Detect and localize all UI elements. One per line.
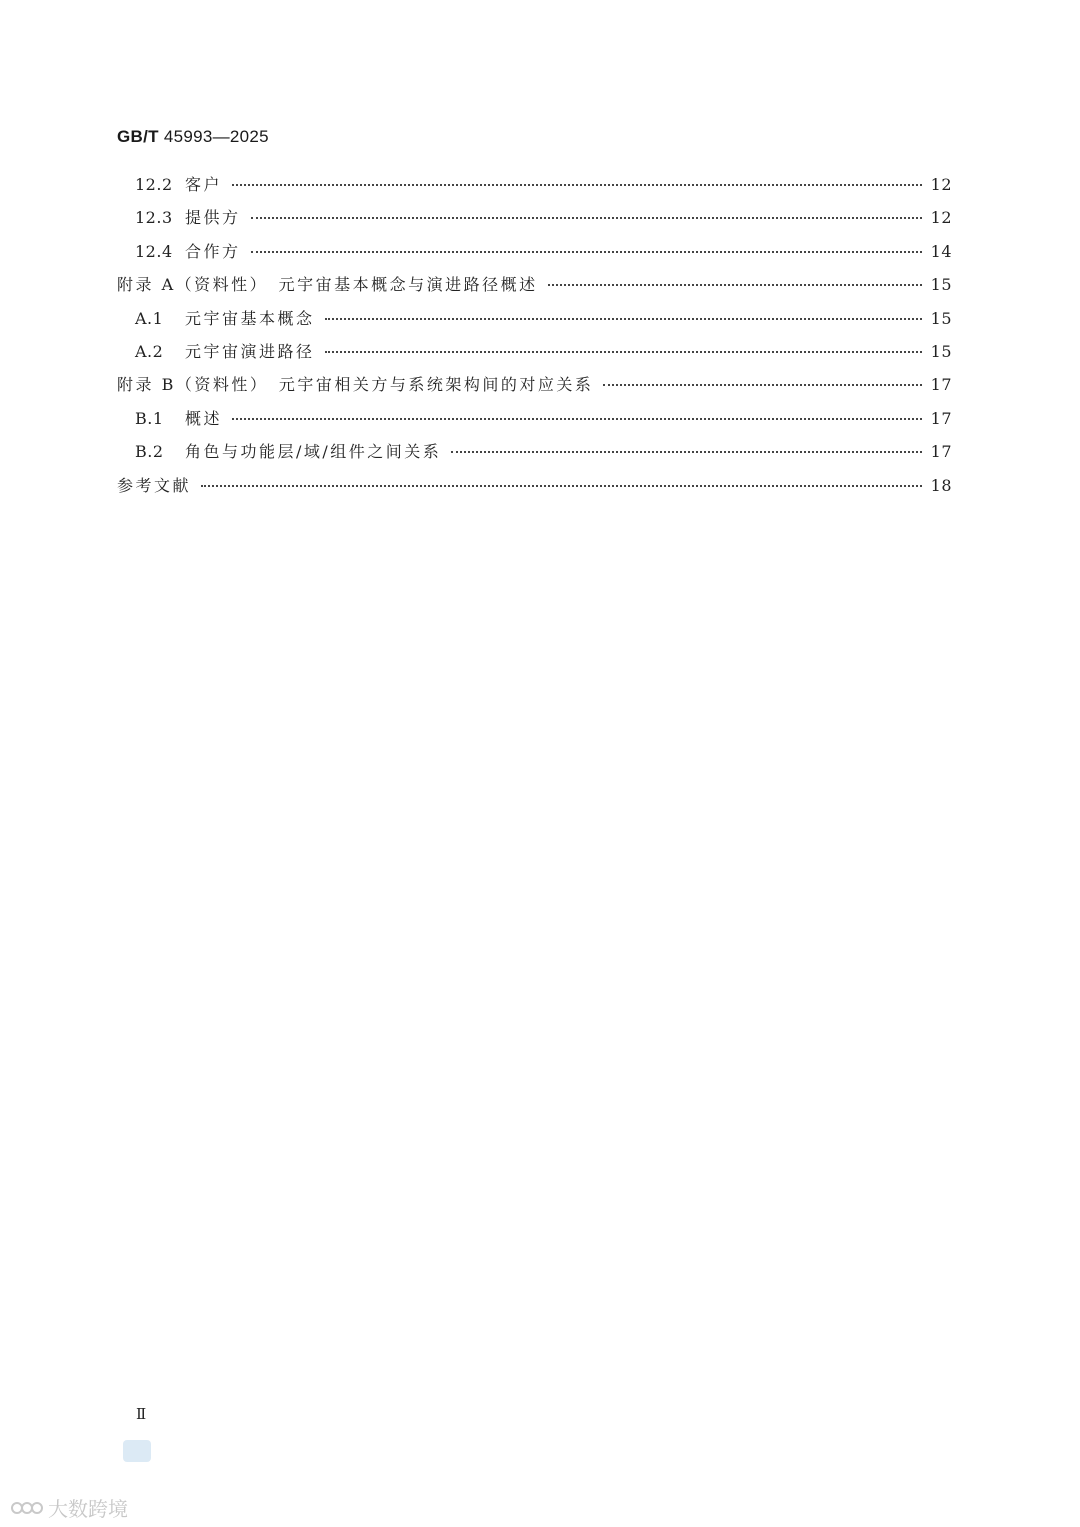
toc-entry-number: A.1 (135, 308, 164, 328)
toc-entry-page: 15 (930, 275, 952, 295)
toc-entry-number: B.1 (135, 408, 164, 428)
table-of-contents (117, 172, 952, 506)
watermark (10, 1493, 128, 1522)
toc-leader-dots (548, 283, 922, 286)
toc-entry[interactable] (117, 205, 952, 238)
watermark-text: 大数跨境 (48, 1497, 128, 1521)
toc-leader-dots (325, 350, 922, 353)
toc-entry[interactable] (117, 439, 952, 472)
toc-leader-dots (232, 417, 922, 420)
toc-entry-number: 12.3 (135, 208, 173, 228)
watermark-logo-icon (10, 1497, 44, 1519)
toc-entry-title: 合作方 (185, 241, 241, 261)
toc-entry[interactable] (117, 306, 952, 339)
toc-entry-page: 12 (930, 175, 952, 194)
toc-entry[interactable] (117, 239, 952, 272)
toc-leader-dots (251, 216, 922, 219)
toc-entry-title: 概述 (185, 408, 223, 428)
toc-entry-page: 14 (930, 241, 952, 261)
toc-leader-dots (451, 450, 922, 453)
standard-prefix: GB/T (117, 127, 159, 146)
toc-entry-title: 附录 B（资料性） 元宇宙相关方与系统架构间的对应关系 (117, 375, 594, 395)
toc-entry-title: 提供方 (185, 208, 241, 228)
toc-entry-page: 15 (930, 341, 952, 361)
toc-entry-page: 17 (930, 442, 952, 462)
toc-entry-page: 15 (930, 308, 952, 328)
toc-leader-dots (232, 183, 922, 186)
toc-entry-title: 角色与功能层/域/组件之间关系 (185, 442, 442, 462)
toc-entry-title: 参考文献 (117, 475, 192, 495)
toc-entry-title: 元宇宙基本概念 (185, 308, 315, 328)
standard-number: 45993—2025 (163, 127, 269, 146)
toc-entry-number: 12.2 (135, 175, 173, 194)
toc-entry-number: A.2 (135, 341, 164, 361)
toc-leader-dots (201, 484, 922, 487)
toc-entry-page: 17 (930, 375, 952, 395)
toc-leader-dots (325, 317, 922, 320)
toc-entry-title: 元宇宙演进路径 (185, 341, 315, 361)
toc-leader-dots (603, 383, 922, 386)
toc-entry-number: 12.4 (135, 241, 173, 261)
toc-entry-title: 附录 A（资料性） 元宇宙基本概念与演进路径概述 (117, 275, 538, 295)
toc-entry-appendix-a[interactable] (117, 272, 952, 305)
toc-entry-title: 客户 (185, 175, 223, 194)
toc-entry-number: B.2 (135, 442, 164, 462)
toc-entry[interactable] (117, 339, 952, 372)
toc-entry-page: 18 (930, 475, 952, 495)
toc-entry[interactable] (117, 172, 952, 205)
toc-entry-references[interactable] (117, 473, 952, 506)
toc-entry[interactable] (117, 406, 952, 439)
toc-entry-page: 17 (930, 408, 952, 428)
page-number: Ⅱ (136, 1405, 147, 1423)
toc-leader-dots (251, 250, 922, 253)
document-code (117, 127, 269, 147)
toc-entry-appendix-b[interactable] (117, 372, 952, 405)
toc-entry-page: 12 (930, 208, 952, 228)
sac-logo-icon (123, 1440, 151, 1462)
